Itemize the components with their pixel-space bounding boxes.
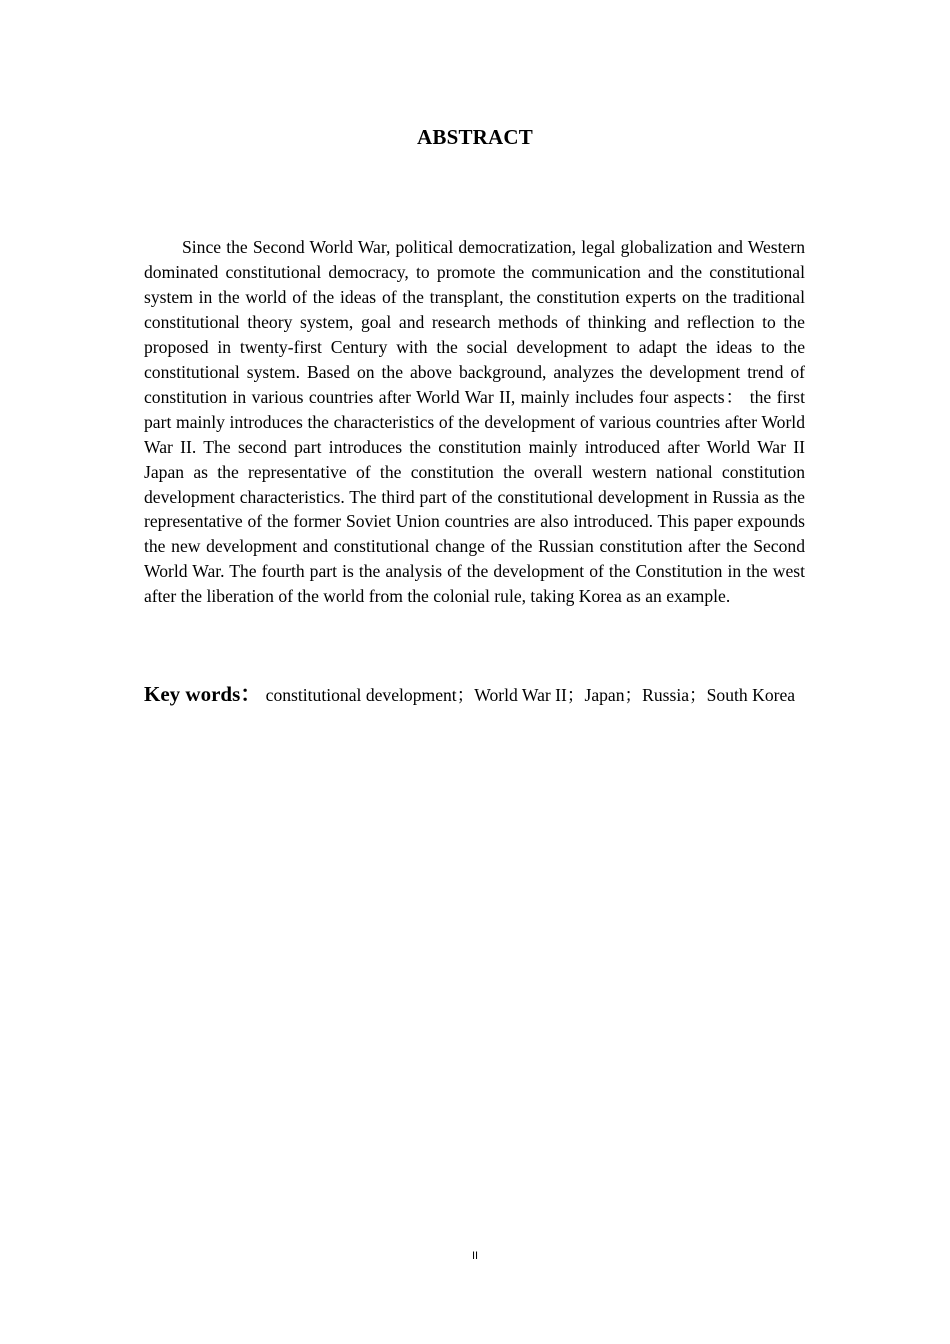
keywords-label: Key words： bbox=[144, 682, 262, 706]
keywords-list: constitutional development；World War II；Japan；Russia；South Korea bbox=[261, 685, 796, 705]
page-number: II bbox=[471, 1250, 479, 1262]
abstract-paragraph: Since the Second World War, political democratization, legal globalization and Western dominated constitutional democracy, to promote the communication and the constitutional system in the world of the ideas of the transplant, the constitution experts on the traditional constitutional theory system, goal and research methods of thinking and reflection to the proposed in twenty-first Century with the social development to adapt the ideas to the constitutional system. Based on the above background, analyzes the development trend of constitution in various countries after World War II, mainly includes four aspects： the first part mainly introduces the characteristics of the development of various countries after World War II. The second part introduces the constitution mainly introduced after World War II Japan as the representative of the constitution the overall western national constitution development characteristics. The third part of the constitutional development in Russia as the representative of the former Soviet Union countries are also introduced. This paper expounds the new development and constitutional change of the Russian constitution after the Second World War. The fourth part is the analysis of the development of the Constitution in the west after the liberation of the world from the colonial rule, taking Korea as an example. bbox=[144, 237, 805, 607]
keywords-section bbox=[144, 682, 805, 708]
abstract-title: ABSTRACT bbox=[417, 125, 533, 149]
